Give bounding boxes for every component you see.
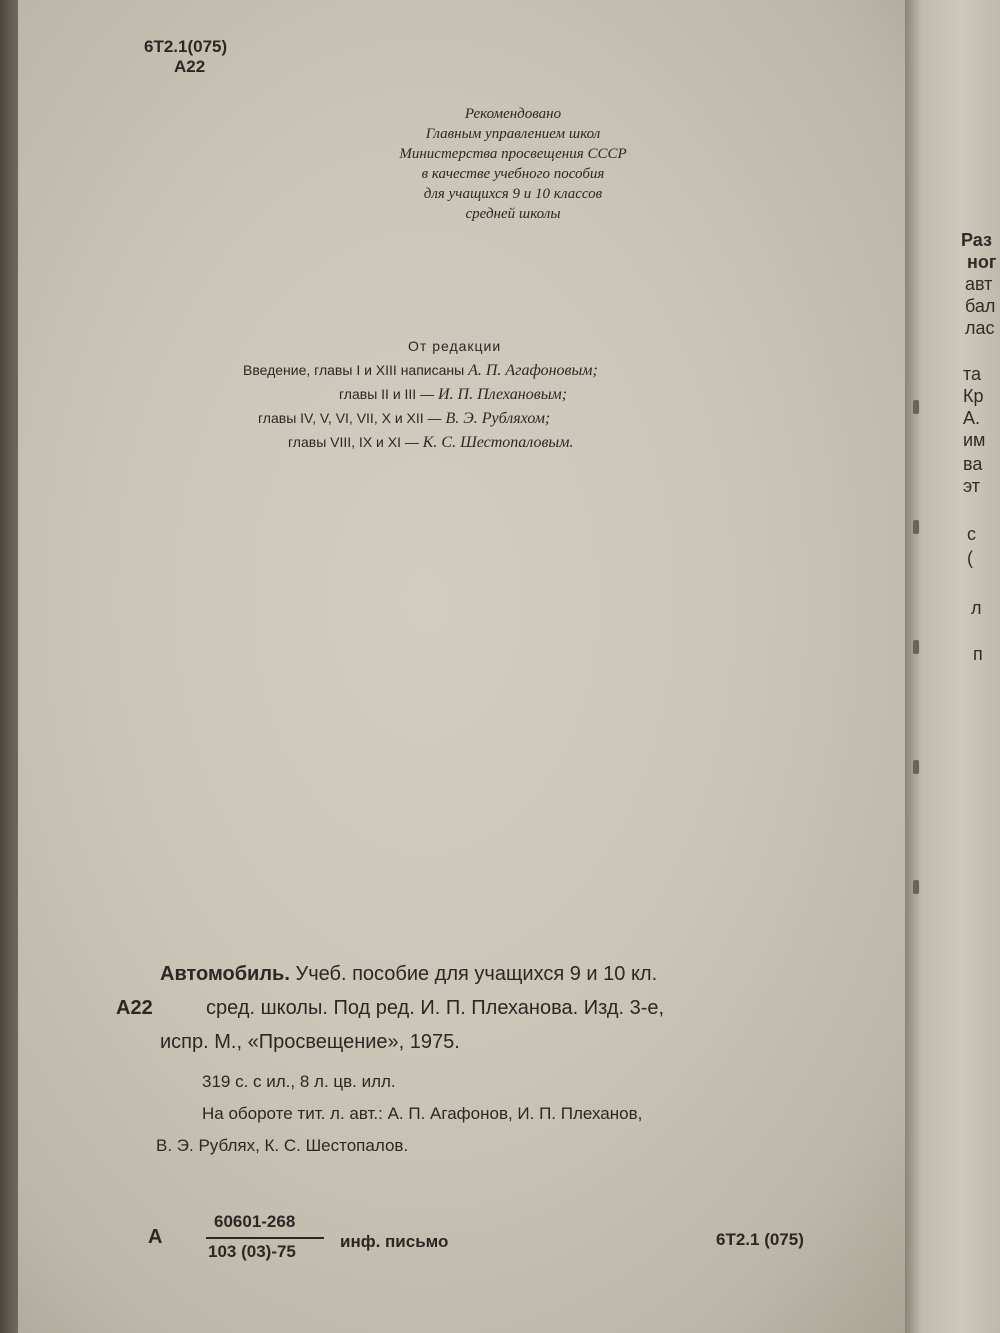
next-page-fragment: лас [965,318,995,338]
binding-stitch [913,880,919,894]
bibliography-line-1 [160,962,657,986]
editorial-heading: От редакции [408,338,502,354]
bibliography-line-6: В. Э. Рублях, К. С. Шестопалов. [156,1136,409,1155]
next-page-fragment: А. [963,408,981,428]
editorial-chapters: главы VIII, IX и XI — [288,434,419,450]
next-page-fragment: Раз [961,230,992,250]
editorial-author: К. С. Шестопаловым. [422,434,574,451]
next-page-fragment: п [973,644,983,664]
recommendation-line: Рекомендовано [464,106,562,122]
next-page-fragment: ва [963,454,983,474]
bibliography-text: Учеб. пособие для учащихся 9 и 10 кл. [295,963,658,985]
fraction-line [206,1237,324,1239]
recommendation-line: Главным управлением школ [425,126,601,142]
recommendation-line: средней школы [465,206,561,222]
book-title: Автомобиль. [160,963,290,985]
binding-stitch [913,640,919,654]
bibliography-line-3: испр. М., «Просвещение», 1975. [160,1031,460,1053]
bottom-letter: А [148,1226,163,1248]
bibliography-line-4: 319 с. с ил., 8 л. цв. илл. [202,1072,396,1091]
next-page-fragment: ног [967,252,997,272]
next-page-fragment: им [963,430,986,450]
next-page-fragment: та [963,364,982,384]
editorial-chapters: главы II и III — [339,386,435,402]
editorial-author: И. П. Плехановым; [437,386,568,403]
info-letter-note: инф. письмо [340,1232,449,1251]
binding-stitch [913,520,919,534]
editorial-chapters: Введение, главы I и XIII написаны [243,362,465,378]
binding-stitch [913,760,919,774]
recommendation-line: в качестве учебного пособия [421,166,605,182]
recommendation-line: для учащихся 9 и 10 классов [423,186,603,202]
next-page-fragment: Кр [963,386,984,406]
fraction-numerator: 60601-268 [214,1212,296,1231]
bottom-classification-code: 6Т2.1 (075) [716,1230,804,1249]
binding-stitch [913,400,919,414]
next-page-fragment: авт [965,274,993,294]
editorial-line [243,362,598,380]
next-page-fragment: бал [965,296,996,316]
editorial-line [339,386,567,404]
next-page-fragment: эт [963,476,981,496]
editorial-author: В. Э. Рубляхом; [445,410,551,427]
fraction-denominator: 103 (03)-75 [208,1242,296,1261]
author-mark: А22 [174,57,206,76]
bibliography-line-2: сред. школы. Под ред. И. П. Плеханова. Изд. 3-е, [206,997,665,1019]
recommendation-block [318,104,708,224]
bibliography-mark: А22 [116,997,153,1019]
next-page-fragment: ( [967,548,973,568]
book-page [18,0,923,1333]
next-page-fragment: л [971,598,982,618]
classification-code: 6Т2.1(075) [144,37,228,56]
editorial-line [258,410,550,428]
editorial-line [288,434,573,452]
editorial-author: А. П. Агафоновым; [468,362,598,379]
bibliography-line-5: На обороте тит. л. авт.: А. П. Агафонов, И. П. Плеханов, [202,1104,643,1123]
recommendation-line: Министерства просвещения СССР [399,146,627,162]
next-page-fragment: с [967,524,976,544]
editorial-chapters: главы IV, V, VI, VII, X и XII — [258,410,442,426]
next-page-edge [905,0,1000,1333]
